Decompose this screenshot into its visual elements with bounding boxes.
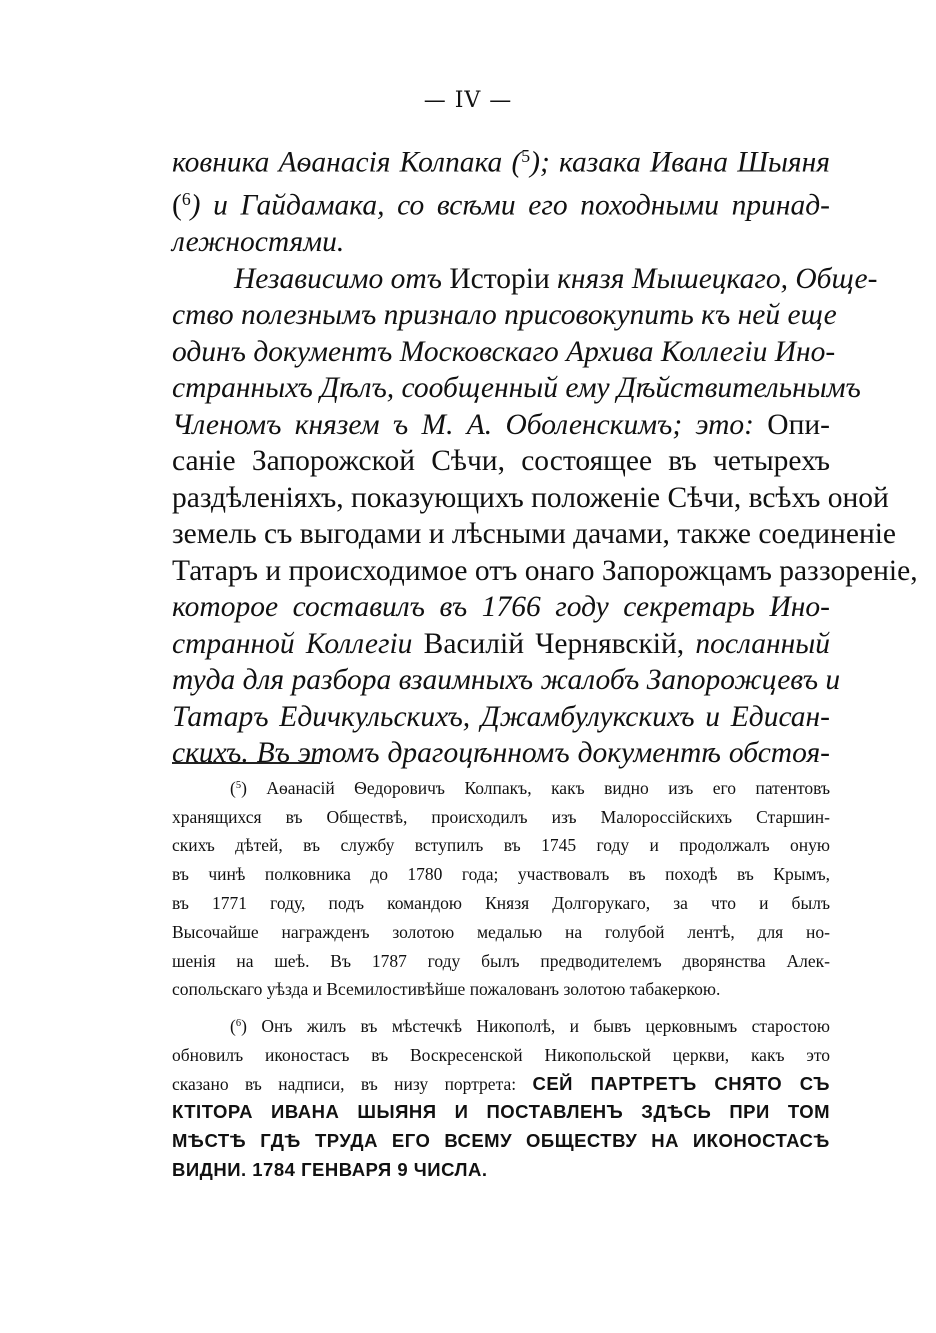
inscription-line: МѢСТѢ ГДѢ ТРУДА ЕГО ВСЕМУ ОБЩЕСТВУ НА ИКОНОСТАСѢ [172,1130,830,1152]
text-segment: одинъ документъ Московскаго Архива Коллегіи Ино- [172,335,836,368]
footnote-text: Онъ жилъ въ мѣстечкѣ Никополѣ, и бывъ церковнымъ старостою [261,1015,830,1036]
text-line [172,699,830,736]
text-line [172,626,830,663]
text-line [172,370,861,407]
footnote-line: въ 1771 году, подъ командою Князя Долгорукаго, за что и былъ [172,892,830,913]
page-number: — IV — [423,88,513,113]
text-line [172,334,836,371]
text-line [172,553,918,590]
text-segment: раздѣленіяхъ, показующихъ положеніе Сѣчи, всѣхъ оной [172,481,889,514]
text-segment: ); казака Ивана Шыяня [530,146,830,179]
text-segment: странной Коллегіи [172,627,424,660]
footnote-line: ($^5$) Аѳанасій Ѳедоровичъ Колпакъ, какъ видно изъ его патентовъ [230,777,831,798]
text-line [172,181,830,224]
footnotes [172,772,830,1185]
text-segment: которое составилъ въ 1766 году секретарь Ино- [172,591,830,624]
inscription-text: СЕЙ ПАРТРЕТЪ СНЯТО СЪ [532,1072,830,1094]
text-segment: Членомъ князем ъ М. А. Оболенскимъ; это: [172,408,768,441]
footnote-line: шенія на шеѣ. Въ 1787 году былъ предводителемъ дворянства Алек- [172,950,830,971]
footnote-marker: 5 [235,780,242,791]
text-line [172,138,830,181]
text-segment: ( [172,189,182,222]
text-line [172,516,897,553]
footnote-line: скихъ дѣтей, въ службу вступилъ въ 1745 году и продолжалъ оную [172,835,830,856]
inscription-line: ВИДНИ. 1784 ГЕНВАРЯ 9 ЧИСЛА. [172,1158,488,1180]
text-segment: скихъ. Въ этомъ драгоцѣнномъ документѣ обстоя- [172,737,830,770]
text-line [172,589,830,626]
text-segment: Исторіи [449,262,558,295]
text-segment: ) и Гайдамака, со всѣми его походными принад- [190,189,830,222]
text-segment: земель съ выгодами и лѣсными дачами, также соединеніе [172,518,897,551]
footnote-5 [172,772,830,1004]
text-line [172,407,830,444]
footnote-6 [172,1010,830,1185]
text-line [172,480,889,517]
inscription-line: КТІТОРА ИВАНА ШЫЯНЯ И ПОСТАВЛЕНЪ ЗДѢСЬ ПРИ ТОМ [172,1101,830,1123]
footnote-reference: 5 [521,146,531,166]
footnote-divider [172,762,320,764]
footnote-line: хранящихся въ Обществѣ, происходилъ изъ Малороссійскихъ Старшин- [172,806,830,827]
text-segment: Василій Чернявскій, [423,627,696,660]
text-segment: саніе Запорожской Сѣчи, состоящее въ четырехъ [172,445,830,478]
text-segment: князя Мышецкаго, Обще- [557,262,878,295]
text-segment: Татаръ и происходимое отъ онаго Запорожцамъ раззореніе, [172,554,918,587]
text-segment: Опи- [767,408,830,441]
text-segment: лежностями. [172,226,345,259]
text-segment: Татаръ Едичкульскихъ, Джамбулукскихъ и Едисан- [172,700,830,733]
footnote-line [172,1070,830,1099]
footnote-text: сказано въ надписи, въ низу портрета: [172,1073,533,1094]
footnote-line: въ чинѣ полковника до 1780 года; участвовалъ въ походѣ въ Крымъ, [172,864,830,885]
text-segment: ство полезнымъ признало присовокупить къ ней еще [172,299,837,332]
text-segment: туда для разбора взаимныхъ жалобъ Запорожцевъ и [172,664,841,697]
text-segment: странныхъ Дѣлъ, сообщенный ему Дѣйствительнымъ [172,372,861,405]
text-segment: Независимо отъ [234,262,450,295]
text-line [172,297,837,334]
text-line [172,735,830,772]
main-text [172,138,918,772]
text-line [172,261,878,298]
text-segment: ковника Аѳанасія Колпака ( [172,146,522,179]
footnote-line: сопольскаго уѣзда и Всемилостивѣйше пожалованъ золотою табакеркою. [172,979,721,1000]
text-line [172,224,830,261]
text-line [172,662,841,699]
footnote-reference: 6 [181,189,191,210]
footnote-line: ($^6$) Онъ жилъ въ мѣстечкѣ Никополѣ, и бывъ церковнымъ старостою [230,1015,830,1036]
footnote-text: Аѳанасій Ѳедоровичъ Колпакъ, какъ видно изъ его патентовъ [266,777,831,798]
text-line [172,443,830,480]
text-segment: посланный [695,627,830,660]
footnote-marker: 6 [235,1018,242,1030]
footnote-line: обновилъ иконостасъ въ Воскресенской Никопольской церкви, какъ это [172,1044,830,1065]
footnote-line: Высочайше награжденъ золотою медалью на голубой лентѣ, для но- [172,921,830,942]
